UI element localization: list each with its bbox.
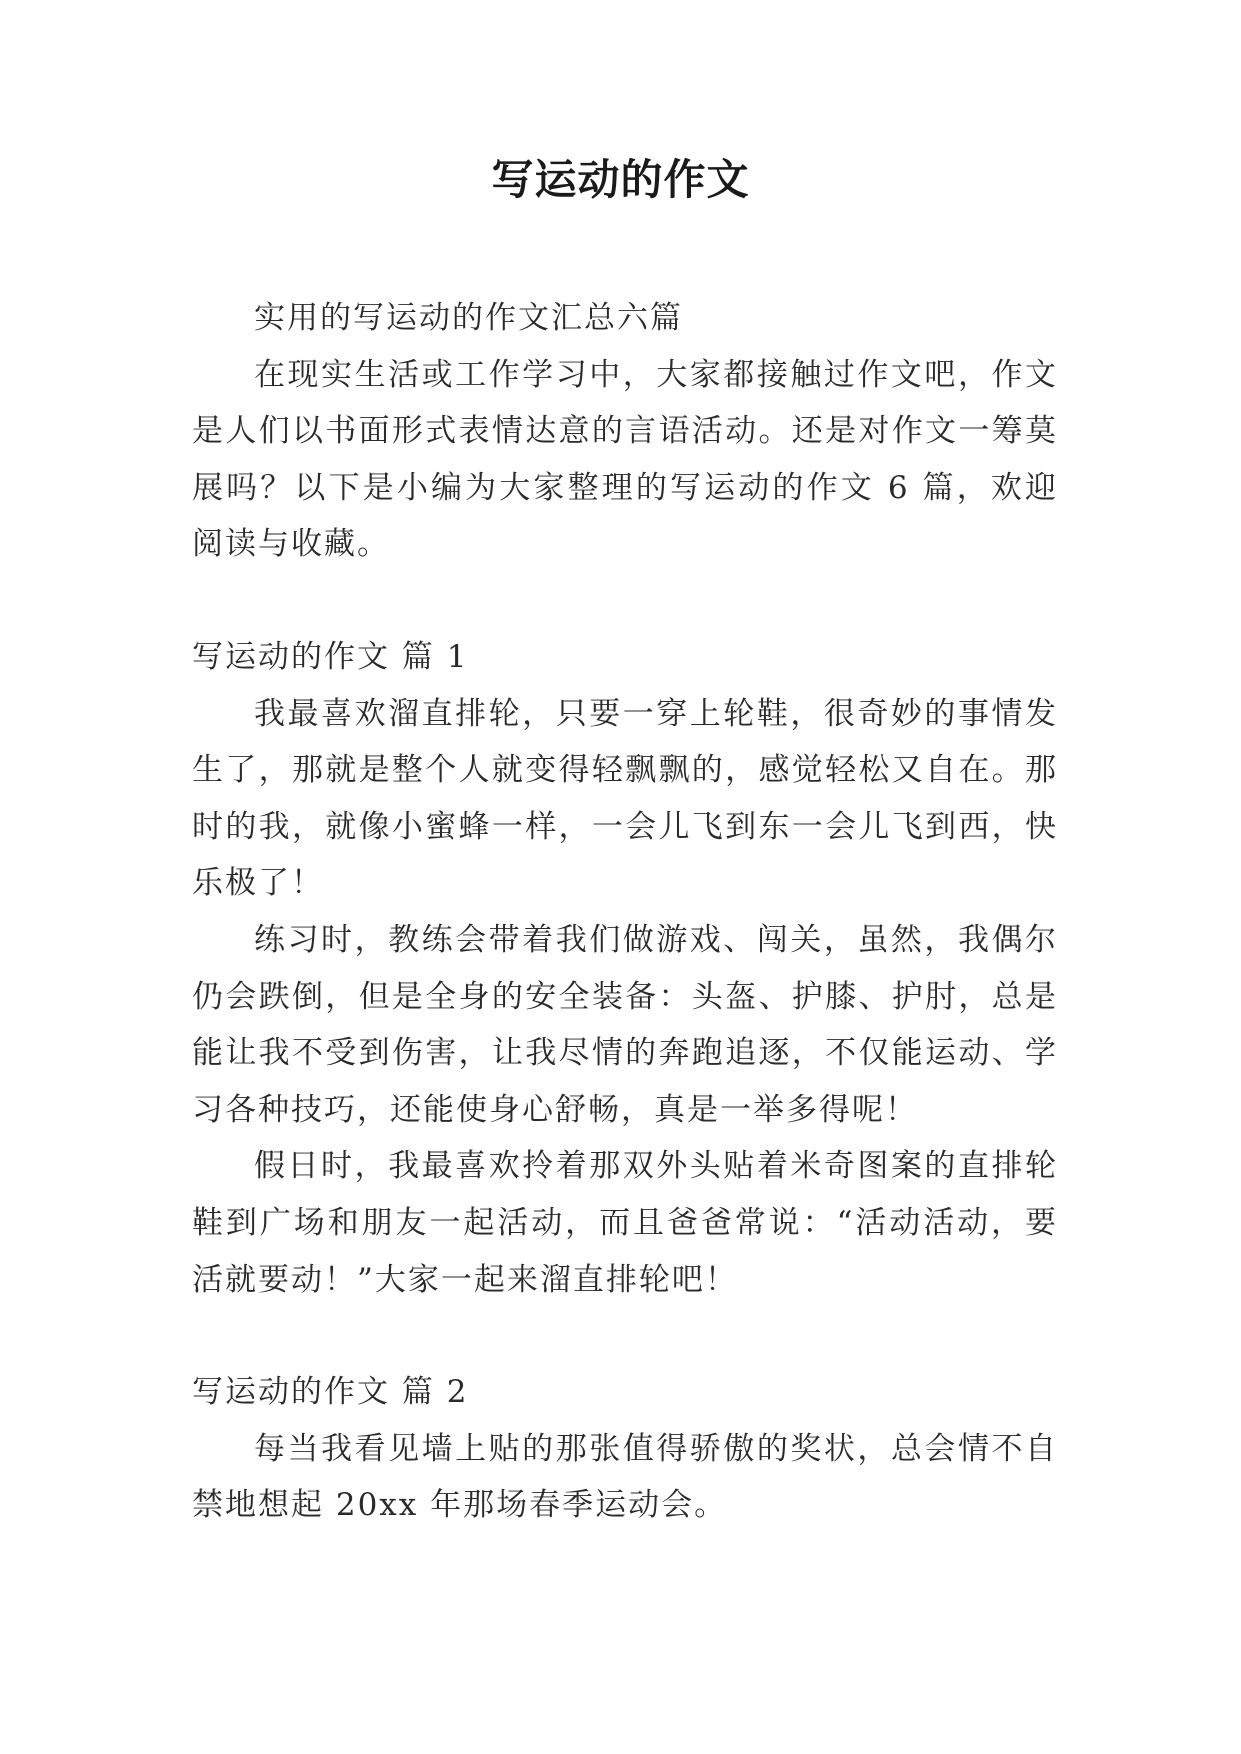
document-title: 写运动的作文 [491, 155, 750, 204]
section-heading-2: 写运动的作文 篇 2 [192, 1374, 469, 1411]
section-1-paragraph-2: 练习时，教练会带着我们做游戏、闯关，虽然，我偶尔仍会跌倒，但是全身的安全装备：头盔、护膝、护肘，总是能让我不受到伤害，让我尽情的奔跑追逐，不仅能运动、学习各种技巧，还能使身心舒畅，真是一举多得呢！ [192, 921, 1058, 1128]
section-2-paragraph-1: 每当我看见墙上贴的那张值得骄傲的奖状，总会情不自禁地想起 20xx 年那场春季运动会。 [192, 1430, 1058, 1524]
intro-subtitle: 实用的写运动的作文汇总六篇 [254, 300, 683, 336]
intro-paragraph: 在现实生活或工作学习中，大家都接触过作文吧，作文是人们以书面形式表情达意的言语活动。还是对作文一筹莫展吗？以下是小编为大家整理的写运动的作文 6 篇，欢迎阅读与收藏。 [192, 356, 1058, 563]
section-spacer [192, 573, 1058, 629]
section-spacer [192, 1308, 1058, 1364]
section-heading-1: 写运动的作文 篇 1 [192, 638, 469, 675]
document-body [192, 290, 1058, 1534]
section-1-paragraph-3: 假日时，我最喜欢拎着那双外头贴着米奇图案的直排轮鞋到广场和朋友一起活动，而且爸爸常说：“活动活动，要活就要动！”大家一起来溜直排轮吧！ [192, 1148, 1058, 1298]
section-1-paragraph-1: 我最喜欢溜直排轮，只要一穿上轮鞋，很奇妙的事情发生了，那就是整个人就变得轻飘飘的，感觉轻松又自在。那时的我，就像小蜜蜂一样，一会儿飞到东一会儿飞到西，快乐极了！ [192, 695, 1058, 902]
